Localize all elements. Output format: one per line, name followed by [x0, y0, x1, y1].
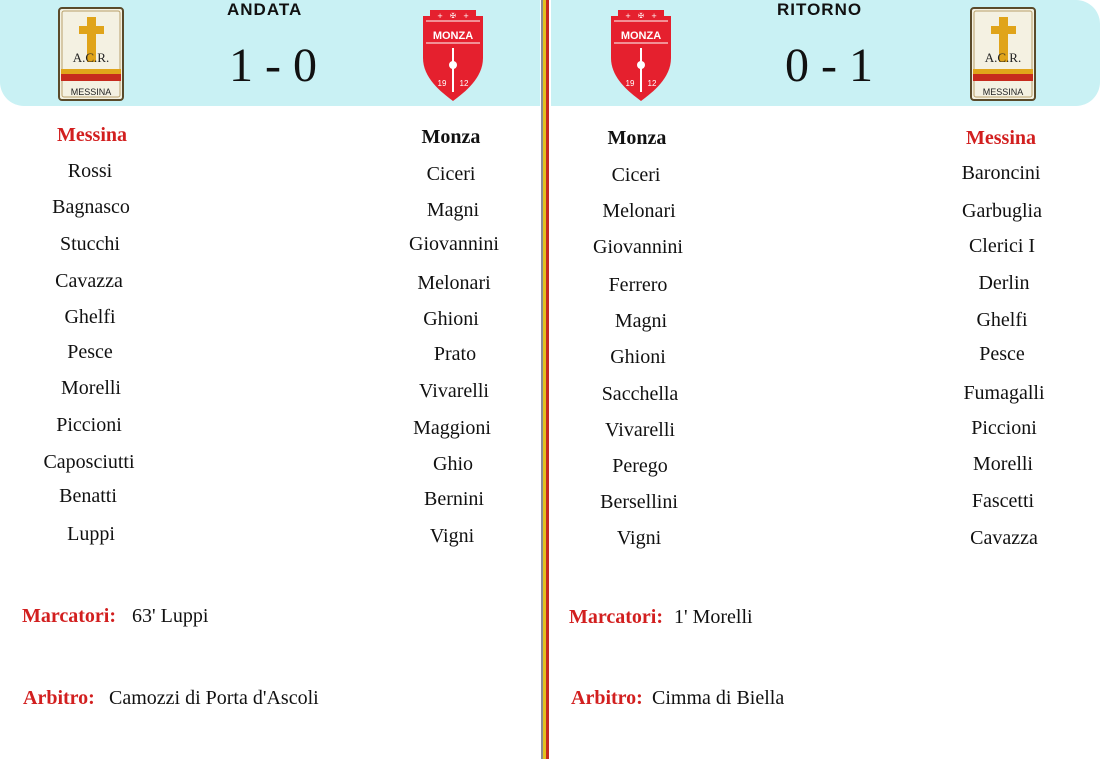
- ritorno-away-player: Fumagalli: [963, 382, 1045, 404]
- ritorno-away-player: Fascetti: [971, 490, 1035, 512]
- andata-home-player: Piccioni: [56, 414, 122, 436]
- ritorno-home-player: Vivarelli: [605, 419, 675, 441]
- ritorno-home-player: Melonari: [602, 200, 676, 222]
- ritorno-away-player: Baroncini: [961, 162, 1041, 184]
- ritorno-scorers-label: Marcatori:: [569, 606, 664, 628]
- andata-home-player: Cavazza: [55, 270, 123, 292]
- andata-label: ANDATA: [227, 0, 303, 19]
- svg-text:MESSINA: MESSINA: [982, 87, 1024, 97]
- andata-away-team: Monza: [421, 126, 481, 148]
- ritorno-home-player: Bersellini: [600, 491, 678, 513]
- andata-home-player: Stucchi: [60, 233, 120, 255]
- ritorno-referee: Cimma di Biella: [652, 687, 785, 709]
- ritorno-panel: [551, 0, 1100, 759]
- ritorno-away-player: Clerici I: [968, 235, 1036, 257]
- andata-away-player: Magni: [426, 199, 480, 221]
- andata-panel: [0, 0, 541, 759]
- andata-home-player: Morelli: [61, 377, 121, 399]
- svg-text:+: +: [651, 12, 657, 20]
- andata-away-player: Maggioni: [413, 417, 491, 439]
- svg-text:✠: ✠: [638, 12, 644, 20]
- andata-scorers-label: Marcatori:: [22, 605, 117, 627]
- svg-text:A.C.R.: A.C.R.: [72, 50, 110, 65]
- svg-text:+: +: [463, 12, 469, 20]
- svg-text:✠: ✠: [450, 12, 456, 20]
- svg-text:MESSINA: MESSINA: [70, 87, 112, 97]
- ritorno-away-player: Piccioni: [971, 417, 1037, 439]
- ritorno-away-team: Messina: [966, 127, 1036, 149]
- divider-stripe: [540, 0, 551, 759]
- ritorno-home-player: Sacchella: [601, 383, 679, 405]
- ritorno-away-player: Pesce: [979, 343, 1025, 365]
- ritorno-home-player: Magni: [614, 310, 668, 332]
- andata-away-player: Vigni: [429, 525, 475, 547]
- ritorno-home-player: Perego: [612, 455, 668, 477]
- andata-home-player: Bagnasco: [52, 196, 130, 218]
- messina-crest-icon: [969, 7, 1037, 102]
- andata-away-player: Ghioni: [423, 308, 479, 330]
- andata-home-player: Benatti: [59, 485, 117, 507]
- ritorno-referee-label: Arbitro:: [571, 687, 643, 709]
- ritorno-away-player: Ghelfi: [976, 309, 1028, 331]
- svg-text:MONZA: MONZA: [432, 30, 474, 42]
- andata-home-player: Rossi: [67, 160, 113, 182]
- svg-text:19: 19: [437, 79, 447, 88]
- monza-crest-icon: [608, 10, 674, 102]
- svg-text:12: 12: [647, 79, 657, 88]
- andata-away-player: Melonari: [417, 272, 491, 294]
- ritorno-home-player: Ferrero: [608, 274, 668, 296]
- ritorno-score: 0 - 1: [785, 39, 873, 92]
- svg-text:+: +: [437, 12, 443, 20]
- ritorno-banner: [551, 0, 1100, 106]
- svg-text:12: 12: [459, 79, 469, 88]
- ritorno-away-player: Morelli: [973, 453, 1033, 475]
- svg-text:+: +: [625, 12, 631, 20]
- monza-crest-icon: [420, 10, 486, 102]
- andata-score: 1 - 0: [229, 39, 317, 92]
- ritorno-away-player: Derlin: [978, 272, 1030, 294]
- ritorno-home-team: Monza: [607, 127, 667, 149]
- andata-home-team: Messina: [57, 124, 127, 146]
- andata-referee-label: Arbitro:: [23, 687, 95, 709]
- andata-referee: Camozzi di Porta d'Ascoli: [109, 687, 319, 709]
- andata-away-player: Vivarelli: [419, 380, 489, 402]
- andata-scorers: 63' Luppi: [132, 605, 209, 627]
- andata-home-player: Caposciutti: [43, 451, 135, 473]
- andata-banner: [0, 0, 541, 106]
- andata-away-player: Ciceri: [426, 163, 476, 185]
- svg-text:MONZA: MONZA: [620, 30, 662, 42]
- andata-away-player: Ghio: [433, 453, 473, 475]
- andata-away-player: Bernini: [424, 488, 484, 510]
- andata-away-player: Giovannini: [409, 233, 499, 255]
- andata-home-player: Luppi: [67, 523, 115, 545]
- ritorno-label: RITORNO: [777, 0, 863, 19]
- andata-home-player: Ghelfi: [64, 306, 116, 328]
- ritorno-home-player: Ghioni: [610, 346, 666, 368]
- ritorno-scorers: 1' Morelli: [674, 606, 753, 628]
- ritorno-home-player: Ciceri: [611, 164, 661, 186]
- svg-text:A.C.R.: A.C.R.: [984, 50, 1022, 65]
- messina-crest-icon: [57, 7, 125, 102]
- andata-home-player: Pesce: [67, 341, 113, 363]
- ritorno-away-player: Cavazza: [970, 527, 1038, 549]
- andata-away-player: Prato: [433, 343, 477, 365]
- ritorno-home-player: Vigni: [616, 527, 662, 549]
- ritorno-home-player: Giovannini: [593, 236, 683, 258]
- svg-text:19: 19: [625, 79, 635, 88]
- ritorno-away-player: Garbuglia: [962, 200, 1042, 222]
